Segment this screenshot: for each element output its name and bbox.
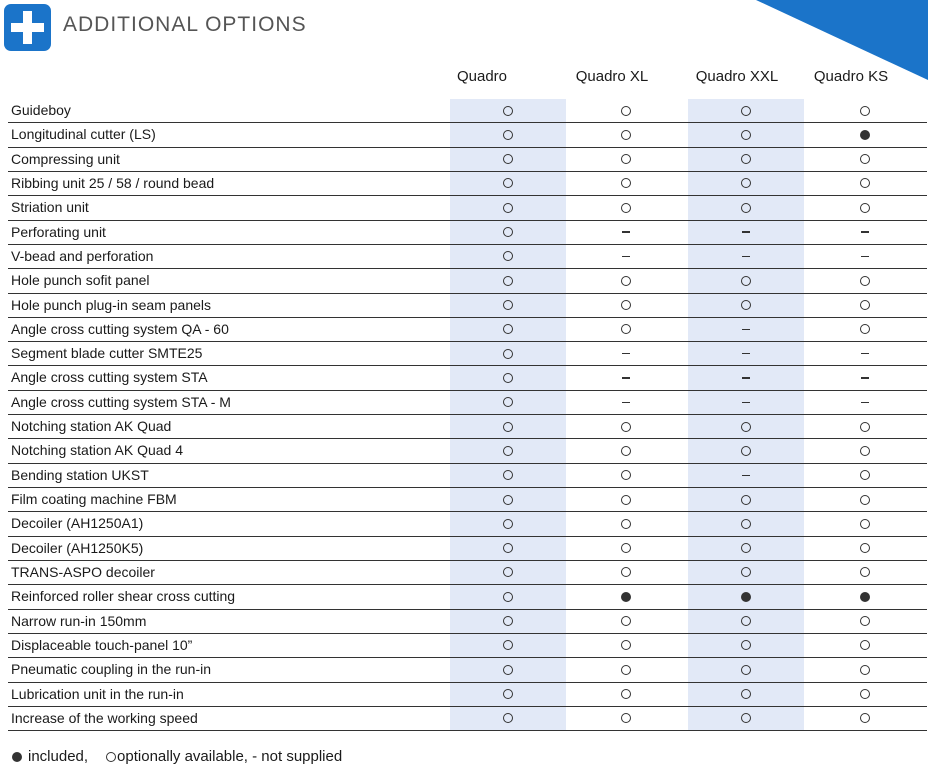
optional-marker-icon bbox=[621, 495, 631, 505]
availability-cell bbox=[450, 488, 566, 511]
included-marker-icon bbox=[860, 592, 870, 602]
optional-marker-icon bbox=[621, 130, 631, 140]
availability-cell bbox=[568, 221, 684, 244]
optional-marker-icon bbox=[621, 178, 631, 188]
availability-cell bbox=[450, 123, 566, 146]
availability-cell bbox=[688, 366, 804, 389]
row-label: Lubrication unit in the run-in bbox=[11, 685, 184, 702]
availability-cell bbox=[688, 683, 804, 706]
availability-cell bbox=[450, 391, 566, 414]
availability-cell bbox=[450, 269, 566, 292]
optional-marker-icon bbox=[741, 665, 751, 675]
availability-cell bbox=[688, 585, 804, 608]
availability-cell bbox=[688, 658, 804, 681]
row-label: Displaceable touch-panel 10” bbox=[11, 636, 193, 653]
optional-marker-icon bbox=[741, 519, 751, 529]
availability-cell bbox=[568, 537, 684, 560]
availability-cell bbox=[807, 634, 923, 657]
optional-marker-icon bbox=[503, 689, 513, 699]
optional-marker-icon bbox=[741, 276, 751, 286]
availability-cell bbox=[807, 585, 923, 608]
optional-marker-icon bbox=[621, 446, 631, 456]
availability-cell bbox=[450, 221, 566, 244]
availability-cell bbox=[807, 512, 923, 535]
availability-cell bbox=[807, 196, 923, 219]
availability-cell bbox=[568, 123, 684, 146]
optional-marker-icon bbox=[621, 422, 631, 432]
table-row bbox=[8, 464, 927, 488]
availability-cell bbox=[568, 172, 684, 195]
table-row bbox=[8, 610, 927, 634]
availability-cell bbox=[450, 610, 566, 633]
availability-cell bbox=[688, 123, 804, 146]
optional-marker-icon bbox=[621, 543, 631, 553]
optional-marker-icon bbox=[503, 640, 513, 650]
availability-cell bbox=[688, 221, 804, 244]
row-label: Angle cross cutting system QA - 60 bbox=[11, 320, 229, 337]
optional-marker-icon bbox=[741, 713, 751, 723]
availability-cell bbox=[568, 439, 684, 462]
table-row bbox=[8, 634, 927, 658]
availability-cell bbox=[568, 585, 684, 608]
availability-cell bbox=[688, 196, 804, 219]
optional-marker-icon bbox=[741, 616, 751, 626]
optional-marker-icon bbox=[503, 567, 513, 577]
optional-marker-icon bbox=[503, 130, 513, 140]
availability-cell bbox=[568, 318, 684, 341]
optional-marker-icon bbox=[503, 324, 513, 334]
optional-marker-icon bbox=[503, 422, 513, 432]
row-label: Segment blade cutter SMTE25 bbox=[11, 345, 203, 362]
not-supplied-marker-icon bbox=[742, 231, 750, 232]
availability-cell bbox=[688, 610, 804, 633]
optional-marker-icon bbox=[503, 446, 513, 456]
plus-icon bbox=[4, 4, 51, 51]
availability-cell bbox=[807, 439, 923, 462]
not-supplied-marker-icon bbox=[742, 475, 750, 476]
included-marker-icon bbox=[621, 592, 631, 602]
availability-cell bbox=[688, 342, 804, 365]
optional-marker-icon bbox=[621, 276, 631, 286]
optional-marker-icon bbox=[503, 470, 513, 480]
optional-marker-icon bbox=[106, 752, 116, 762]
row-label: Increase of the working speed bbox=[11, 709, 198, 726]
table-row bbox=[8, 99, 927, 123]
table-row bbox=[8, 245, 927, 269]
table-row bbox=[8, 415, 927, 439]
row-label: Angle cross cutting system STA - M bbox=[11, 393, 231, 410]
optional-marker-icon bbox=[860, 422, 870, 432]
availability-cell bbox=[807, 294, 923, 317]
availability-cell bbox=[807, 707, 923, 730]
availability-cell bbox=[807, 366, 923, 389]
availability-cell bbox=[450, 172, 566, 195]
not-supplied-marker-icon bbox=[742, 353, 750, 354]
not-supplied-marker-icon bbox=[742, 329, 750, 330]
availability-cell bbox=[688, 537, 804, 560]
not-supplied-marker-icon bbox=[742, 402, 750, 403]
optional-marker-icon bbox=[860, 665, 870, 675]
availability-cell bbox=[450, 464, 566, 487]
optional-marker-icon bbox=[860, 276, 870, 286]
optional-marker-icon bbox=[860, 446, 870, 456]
availability-cell bbox=[807, 488, 923, 511]
availability-cell bbox=[568, 658, 684, 681]
optional-marker-icon bbox=[621, 689, 631, 699]
optional-marker-icon bbox=[621, 665, 631, 675]
table-row bbox=[8, 196, 927, 220]
optional-marker-icon bbox=[860, 713, 870, 723]
table-row bbox=[8, 391, 927, 415]
row-label: Reinforced roller shear cross cutting bbox=[11, 588, 236, 605]
not-supplied-marker-icon bbox=[861, 353, 869, 354]
availability-cell bbox=[807, 123, 923, 146]
row-label: Striation unit bbox=[11, 199, 89, 216]
availability-cell bbox=[807, 658, 923, 681]
not-supplied-marker-icon bbox=[861, 231, 869, 232]
availability-cell bbox=[688, 269, 804, 292]
not-supplied-marker-icon bbox=[861, 402, 869, 403]
availability-cell bbox=[807, 318, 923, 341]
availability-cell bbox=[688, 318, 804, 341]
not-supplied-marker-icon bbox=[742, 377, 750, 378]
page-title: ADDITIONAL OPTIONS bbox=[63, 13, 307, 36]
included-marker-icon bbox=[860, 130, 870, 140]
row-label: Notching station AK Quad 4 bbox=[11, 442, 183, 459]
row-label: Perforating unit bbox=[11, 223, 106, 240]
optional-marker-icon bbox=[503, 543, 513, 553]
row-label: Notching station AK Quad bbox=[11, 418, 172, 435]
optional-marker-icon bbox=[860, 567, 870, 577]
optional-marker-icon bbox=[503, 495, 513, 505]
availability-cell bbox=[807, 148, 923, 171]
availability-cell bbox=[568, 707, 684, 730]
row-label: Longitudinal cutter (LS) bbox=[11, 126, 156, 143]
row-label: Decoiler (AH1250K5) bbox=[11, 539, 144, 556]
optional-marker-icon bbox=[503, 373, 513, 383]
not-supplied-marker-icon bbox=[622, 377, 630, 378]
optional-marker-icon bbox=[741, 178, 751, 188]
optional-marker-icon bbox=[503, 154, 513, 164]
availability-cell bbox=[688, 464, 804, 487]
row-label: V-bead and perforation bbox=[11, 247, 154, 264]
availability-cell bbox=[807, 415, 923, 438]
availability-cell bbox=[450, 99, 566, 122]
availability-cell bbox=[688, 488, 804, 511]
optional-marker-icon bbox=[860, 495, 870, 505]
optional-marker-icon bbox=[741, 154, 751, 164]
not-supplied-marker-icon bbox=[622, 353, 630, 354]
table-row bbox=[8, 585, 927, 609]
table-row bbox=[8, 537, 927, 561]
optional-marker-icon bbox=[503, 203, 513, 213]
availability-cell bbox=[450, 707, 566, 730]
availability-cell bbox=[568, 415, 684, 438]
table-row bbox=[8, 148, 927, 172]
optional-marker-icon bbox=[741, 495, 751, 505]
table-row bbox=[8, 707, 927, 731]
row-label: Bending station UKST bbox=[11, 466, 149, 483]
table-row bbox=[8, 172, 927, 196]
optional-marker-icon bbox=[741, 422, 751, 432]
optional-marker-icon bbox=[741, 106, 751, 116]
optional-marker-icon bbox=[741, 130, 751, 140]
optional-marker-icon bbox=[860, 106, 870, 116]
optional-marker-icon bbox=[621, 203, 631, 213]
table-row bbox=[8, 512, 927, 536]
optional-marker-icon bbox=[860, 178, 870, 188]
optional-marker-icon bbox=[503, 665, 513, 675]
row-label: Decoiler (AH1250A1) bbox=[11, 515, 144, 532]
availability-cell bbox=[807, 172, 923, 195]
availability-cell bbox=[568, 512, 684, 535]
table-row bbox=[8, 488, 927, 512]
optional-marker-icon bbox=[621, 154, 631, 164]
options-table bbox=[8, 99, 927, 731]
optional-marker-icon bbox=[741, 567, 751, 577]
availability-cell bbox=[807, 391, 923, 414]
availability-cell bbox=[688, 245, 804, 268]
optional-marker-icon bbox=[503, 300, 513, 310]
availability-cell bbox=[450, 245, 566, 268]
column-header: Quadro bbox=[456, 68, 508, 85]
availability-cell bbox=[568, 196, 684, 219]
optional-marker-icon bbox=[741, 689, 751, 699]
availability-cell bbox=[688, 172, 804, 195]
optional-marker-icon bbox=[621, 640, 631, 650]
optional-marker-icon bbox=[741, 640, 751, 650]
availability-cell bbox=[450, 196, 566, 219]
table-row bbox=[8, 294, 927, 318]
availability-cell bbox=[568, 634, 684, 657]
row-label: Guideboy bbox=[11, 102, 71, 118]
not-supplied-marker-icon bbox=[622, 231, 630, 232]
optional-marker-icon bbox=[741, 543, 751, 553]
availability-cell bbox=[568, 683, 684, 706]
availability-cell bbox=[450, 294, 566, 317]
availability-cell bbox=[688, 294, 804, 317]
not-supplied-marker-icon bbox=[742, 256, 750, 257]
optional-marker-icon bbox=[503, 592, 513, 602]
row-label: TRANS-ASPO decoiler bbox=[11, 563, 155, 580]
optional-marker-icon bbox=[860, 616, 870, 626]
availability-cell bbox=[568, 99, 684, 122]
optional-marker-icon bbox=[503, 178, 513, 188]
availability-cell bbox=[568, 269, 684, 292]
optional-marker-icon bbox=[503, 397, 513, 407]
optional-marker-icon bbox=[860, 640, 870, 650]
row-label: Narrow run-in 150mm bbox=[11, 612, 147, 629]
row-label: Compressing unit bbox=[11, 150, 120, 167]
optional-marker-icon bbox=[621, 300, 631, 310]
optional-marker-icon bbox=[503, 713, 513, 723]
row-label: Hole punch plug-in seam panels bbox=[11, 296, 212, 313]
table-row bbox=[8, 683, 927, 707]
availability-cell bbox=[688, 415, 804, 438]
row-label: Hole punch sofit panel bbox=[11, 272, 150, 289]
not-supplied-marker-icon bbox=[622, 256, 630, 257]
availability-cell bbox=[568, 294, 684, 317]
availability-cell bbox=[807, 221, 923, 244]
optional-marker-icon bbox=[621, 324, 631, 334]
availability-cell bbox=[450, 561, 566, 584]
optional-marker-icon bbox=[503, 106, 513, 116]
availability-cell bbox=[688, 439, 804, 462]
included-marker-icon bbox=[741, 592, 751, 602]
optional-marker-icon bbox=[860, 154, 870, 164]
availability-cell bbox=[688, 707, 804, 730]
availability-cell bbox=[807, 610, 923, 633]
optional-marker-icon bbox=[503, 227, 513, 237]
optional-marker-icon bbox=[503, 349, 513, 359]
table-row bbox=[8, 221, 927, 245]
table-row bbox=[8, 269, 927, 293]
optional-marker-icon bbox=[860, 689, 870, 699]
optional-marker-icon bbox=[621, 519, 631, 529]
availability-cell bbox=[688, 561, 804, 584]
optional-marker-icon bbox=[860, 543, 870, 553]
included-marker-icon bbox=[12, 752, 22, 762]
availability-cell bbox=[450, 148, 566, 171]
table-row bbox=[8, 318, 927, 342]
optional-marker-icon bbox=[741, 203, 751, 213]
availability-cell bbox=[450, 537, 566, 560]
optional-marker-icon bbox=[621, 106, 631, 116]
optional-marker-icon bbox=[860, 519, 870, 529]
availability-cell bbox=[568, 561, 684, 584]
availability-cell bbox=[688, 634, 804, 657]
optional-marker-icon bbox=[741, 300, 751, 310]
row-label: Angle cross cutting system STA bbox=[11, 369, 208, 386]
legend-optional: optionally available, - not supplied bbox=[117, 748, 343, 765]
column-header: Quadro KS bbox=[813, 68, 889, 85]
legend bbox=[12, 748, 342, 765]
optional-marker-icon bbox=[621, 470, 631, 480]
availability-cell bbox=[807, 561, 923, 584]
availability-cell bbox=[450, 415, 566, 438]
availability-cell bbox=[568, 366, 684, 389]
row-label: Ribbing unit 25 / 58 / round bead bbox=[11, 174, 215, 191]
availability-cell bbox=[688, 148, 804, 171]
availability-cell bbox=[450, 634, 566, 657]
optional-marker-icon bbox=[503, 519, 513, 529]
availability-cell bbox=[568, 245, 684, 268]
availability-cell bbox=[807, 537, 923, 560]
optional-marker-icon bbox=[860, 470, 870, 480]
availability-cell bbox=[568, 391, 684, 414]
optional-marker-icon bbox=[741, 446, 751, 456]
optional-marker-icon bbox=[621, 567, 631, 577]
availability-cell bbox=[568, 342, 684, 365]
availability-cell bbox=[688, 512, 804, 535]
optional-marker-icon bbox=[503, 251, 513, 261]
optional-marker-icon bbox=[503, 276, 513, 286]
row-label: Pneumatic coupling in the run-in bbox=[11, 661, 212, 678]
optional-marker-icon bbox=[860, 203, 870, 213]
availability-cell bbox=[450, 366, 566, 389]
availability-cell bbox=[807, 464, 923, 487]
availability-cell bbox=[807, 245, 923, 268]
availability-cell bbox=[450, 342, 566, 365]
availability-cell bbox=[450, 658, 566, 681]
availability-cell bbox=[807, 342, 923, 365]
availability-cell bbox=[450, 439, 566, 462]
table-row bbox=[8, 561, 927, 585]
optional-marker-icon bbox=[621, 713, 631, 723]
availability-cell bbox=[688, 99, 804, 122]
availability-cell bbox=[807, 683, 923, 706]
column-header: Quadro XXL bbox=[695, 68, 779, 85]
not-supplied-marker-icon bbox=[861, 377, 869, 378]
optional-marker-icon bbox=[860, 324, 870, 334]
availability-cell bbox=[450, 585, 566, 608]
availability-cell bbox=[568, 488, 684, 511]
availability-cell bbox=[807, 269, 923, 292]
availability-cell bbox=[807, 99, 923, 122]
availability-cell bbox=[568, 610, 684, 633]
availability-cell bbox=[688, 391, 804, 414]
column-header: Quadro XL bbox=[575, 68, 649, 85]
availability-cell bbox=[568, 148, 684, 171]
legend-included: included, bbox=[28, 748, 89, 765]
table-row bbox=[8, 342, 927, 366]
not-supplied-marker-icon bbox=[861, 256, 869, 257]
optional-marker-icon bbox=[621, 616, 631, 626]
availability-cell bbox=[568, 464, 684, 487]
not-supplied-marker-icon bbox=[622, 402, 630, 403]
availability-cell bbox=[450, 683, 566, 706]
table-row bbox=[8, 439, 927, 463]
table-row bbox=[8, 123, 927, 147]
row-label: Film coating machine FBM bbox=[11, 491, 177, 507]
optional-marker-icon bbox=[503, 616, 513, 626]
table-row bbox=[8, 658, 927, 682]
availability-cell bbox=[450, 318, 566, 341]
optional-marker-icon bbox=[860, 300, 870, 310]
table-row bbox=[8, 366, 927, 390]
availability-cell bbox=[450, 512, 566, 535]
